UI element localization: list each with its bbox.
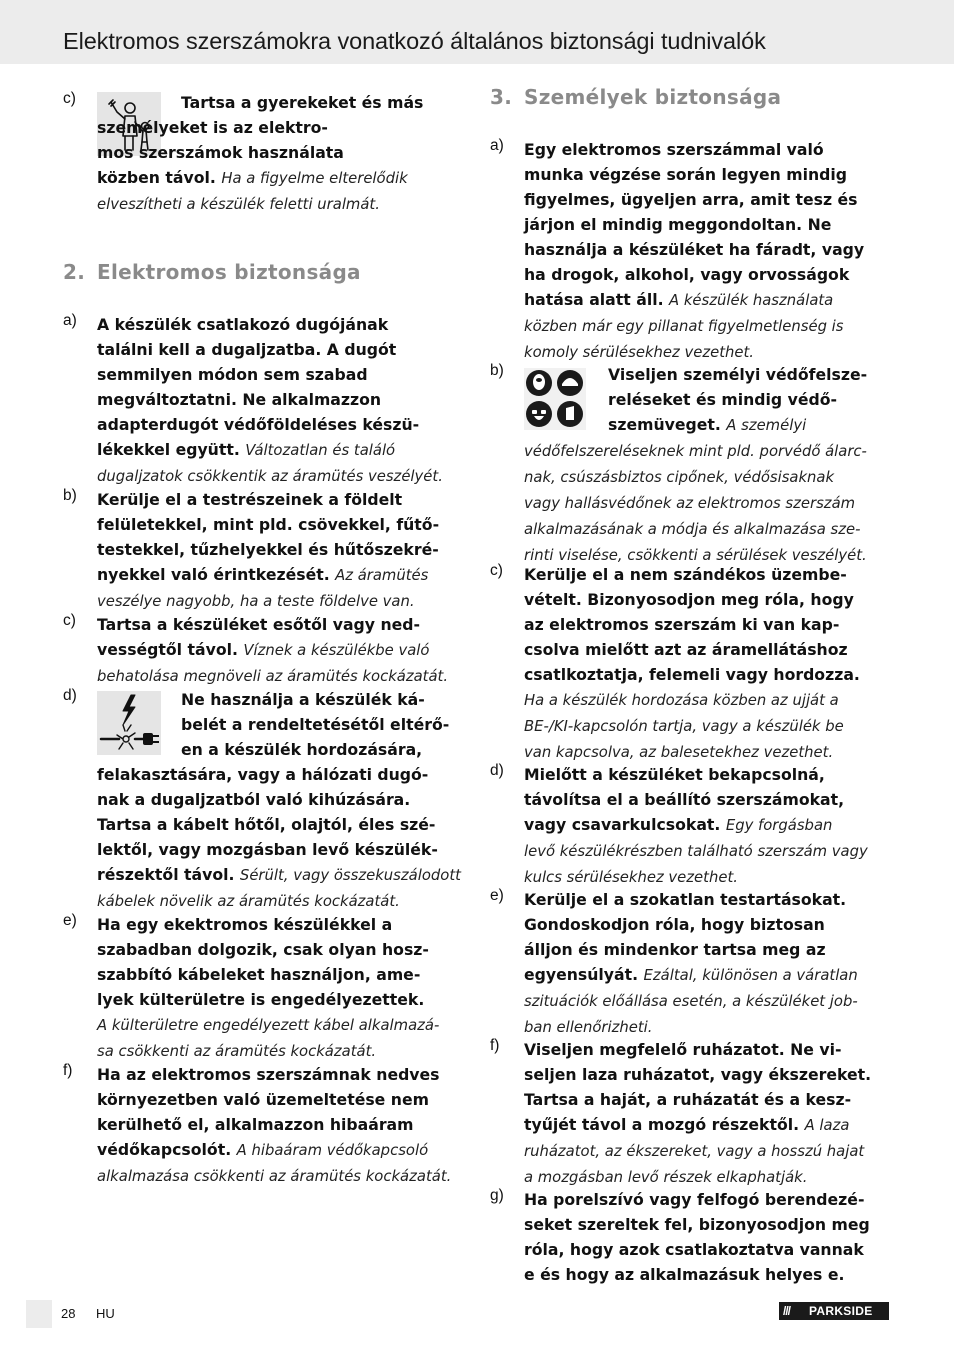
item-text — [97, 312, 443, 489]
italic-text: A laza — [804, 1117, 850, 1134]
text-line — [97, 140, 423, 165]
bold-text: Viseljen személyi védőfelsze- — [608, 365, 868, 384]
text-line — [97, 937, 439, 962]
text-line — [97, 512, 439, 537]
item-label: c) — [63, 612, 76, 629]
italic-text: A hibaáram védőkapcsoló — [236, 1142, 429, 1159]
section-title: Elektromos biztonsága — [97, 260, 361, 284]
bold-text: figyelmes, ügyeljen arra, amit tesz és — [524, 190, 858, 209]
italic-text: Ha a figyelme elterelődik — [221, 170, 408, 187]
text-line — [524, 1262, 870, 1287]
bold-text: egyensúlyát. — [524, 965, 644, 984]
text-line — [97, 90, 423, 115]
text-line — [524, 1087, 871, 1112]
italic-text: alkalmazása csökkenti az áramütés kockázatát. — [97, 1168, 452, 1185]
italic-text: BE-/KI-kapcsolón tartja, vagy a készülék be — [524, 718, 844, 735]
bold-text: vességtől távol. — [97, 640, 244, 659]
text-line — [524, 937, 858, 962]
bold-text: vagy csavarkulcsokat. — [524, 815, 726, 834]
bold-text: közben távol. — [97, 168, 222, 187]
item-text — [524, 362, 867, 568]
text-line — [524, 562, 860, 587]
italic-text: alkalmazásának a módja és alkalmazása sze- — [524, 521, 861, 538]
text-line — [97, 1163, 451, 1189]
text-line — [524, 762, 868, 787]
text-line — [97, 787, 461, 812]
italic-text: Sérült, vagy összekuszálodott — [239, 867, 461, 884]
bold-text: Kerülje el a nem szándékos üzembe- — [524, 565, 847, 584]
page-title: Elektromos szerszámokra vonatkozó általános biztonsági tudnivalók — [63, 28, 766, 54]
text-line — [524, 438, 867, 464]
brand-logo — [779, 1302, 889, 1320]
bold-text: részektől távol. — [97, 865, 240, 884]
text-line — [524, 1138, 871, 1164]
italic-text: van kapcsolva, az balesetekhez vezethet. — [524, 744, 834, 761]
bold-text: szabadban dolgozik, csak olyan hosz- — [97, 940, 429, 959]
item-text — [97, 1062, 451, 1189]
item-label: f) — [490, 1037, 500, 1054]
bold-text: védőkapcsolót. — [97, 1140, 237, 1159]
text-line — [97, 1012, 439, 1038]
bold-text: Tartsa a haját, a ruházatát és a kesz- — [524, 1090, 852, 1109]
bold-text: belét a rendeltetésétől eltérő- — [181, 715, 450, 734]
italic-text: kábelek növelik az áramütés kockázatát. — [97, 893, 400, 910]
italic-text: ban ellenőrizheti. — [524, 1019, 653, 1036]
bold-text: találni kell a dugaljzatba. A dugót — [97, 340, 397, 359]
item-label: e) — [63, 912, 77, 929]
text-line — [524, 812, 868, 838]
text-line — [97, 712, 461, 737]
text-line — [524, 237, 864, 262]
text-line — [524, 962, 858, 988]
text-line — [97, 115, 423, 140]
bold-text: A készülék csatlakozó dugójának — [97, 315, 389, 334]
text-line — [97, 337, 443, 362]
text-line — [524, 1187, 870, 1212]
text-line — [97, 412, 443, 437]
item-text — [97, 612, 448, 689]
text-line — [524, 464, 867, 490]
item-text — [524, 137, 864, 365]
text-line — [97, 888, 461, 914]
text-line — [524, 612, 860, 637]
text-line — [524, 1237, 870, 1262]
text-line — [524, 1212, 870, 1237]
text-line — [524, 187, 864, 212]
bold-text: lyek külterületre is engedélyezettek. — [97, 990, 425, 1009]
text-line — [97, 1112, 451, 1137]
bold-text: csolva mielőtt azt az áramellátáshoz — [524, 640, 848, 659]
bold-text: róla, hogy azok csatlakoztatva vannak — [524, 1240, 864, 1259]
text-line — [524, 287, 864, 313]
bold-text: szabbító kábeleket használjon, ame- — [97, 965, 421, 984]
text-line — [524, 662, 860, 687]
bold-text: Kerülje el a szokatlan testartásokat. — [524, 890, 847, 909]
italic-text: behatolása megnöveli az áramütés kockázatát. — [97, 668, 449, 685]
page-number: 28 — [61, 1306, 76, 1321]
bold-text: ha drogok, alkohol, vagy orvosságok — [524, 265, 850, 284]
italic-text: kulcs sérülésekhez vezethet. — [524, 869, 738, 886]
text-line — [524, 162, 864, 187]
item-text — [524, 887, 858, 1040]
item-label: e) — [490, 887, 504, 904]
italic-text: komoly sérülésekhez vezethet. — [524, 344, 755, 361]
text-line — [97, 987, 439, 1012]
text-line — [97, 612, 448, 637]
bold-text: szemüveget. — [608, 415, 727, 434]
text-line — [97, 912, 439, 937]
text-line — [97, 837, 461, 862]
page-header — [0, 0, 954, 64]
text-line — [524, 1112, 871, 1138]
text-line — [97, 1038, 439, 1064]
bold-text: mos szerszámok használata — [97, 143, 344, 162]
bold-text: környezetben való üzemeltetése nem — [97, 1090, 429, 1109]
bold-text: járjon el mindig meggondoltan. Ne — [524, 215, 832, 234]
italic-text: vagy hallásvédőnek az elektromos szerszám — [524, 495, 856, 512]
text-line — [524, 637, 860, 662]
text-line — [97, 191, 423, 217]
text-line — [97, 762, 461, 787]
text-line — [524, 412, 867, 438]
italic-text: Egy forgásban — [725, 817, 833, 834]
text-line — [97, 687, 461, 712]
bold-text: Tartsa a gyerekeket és más — [181, 93, 424, 112]
bold-text: Ha az elektromos szerszámnak nedves — [97, 1065, 440, 1084]
italic-text: dugaljzatok csökkentik az áramütés veszélyét. — [97, 468, 443, 485]
footer-marker — [26, 1300, 52, 1328]
bold-text: nak a dugaljzatból való kihúzására. — [97, 790, 411, 809]
text-line — [524, 1037, 871, 1062]
text-line — [97, 637, 448, 663]
italic-text: A külterületre engedélyezett kábel alkalmazá- — [97, 1017, 440, 1034]
bold-text: Gondoskodjon róla, hogy biztosan — [524, 915, 825, 934]
bold-text: seket szereltek fel, bizonyosodjon meg — [524, 1215, 870, 1234]
bold-text: seljen laza ruházatot, vagy ékszereket. — [524, 1065, 872, 1084]
text-line — [97, 362, 443, 387]
italic-text: rinti viselése, csökkenti a sérülések veszélyét. — [524, 547, 867, 564]
bold-text: Tartsa a készüléket esőtől vagy ned- — [97, 615, 420, 634]
bold-text: munka végzése során legyen mindig — [524, 165, 848, 184]
text-line — [524, 137, 864, 162]
item-text — [524, 1037, 871, 1190]
italic-text: nak, csúszásbiztos cipőnek, védősisaknak — [524, 469, 835, 486]
bold-text: használja a készüléket ha fáradt, vagy — [524, 240, 865, 259]
logo-text: PARKSIDE — [809, 1304, 873, 1318]
text-line — [97, 165, 423, 191]
bold-text: Tartsa a kábelt hőtől, olajtól, éles szé- — [97, 815, 436, 834]
bold-text: lektől, vagy mozgásban levő készülék- — [97, 840, 438, 859]
section-heading — [63, 260, 361, 284]
item-label: b) — [63, 487, 77, 504]
text-line — [524, 687, 860, 713]
bold-text: semmilyen módon sem szabad — [97, 365, 368, 384]
italic-text: Ha a készülék hordozása közben az ujját a — [524, 692, 839, 709]
item-label: c) — [490, 562, 503, 579]
text-line — [97, 1062, 451, 1087]
italic-text: elveszítheti a készülék feletti uralmát. — [97, 196, 380, 213]
text-line — [97, 537, 439, 562]
bold-text: Mielőtt a készüléket bekapcsolná, — [524, 765, 825, 784]
italic-text: védőfelszereléseknek mint pld. porvédő álarc- — [524, 443, 867, 460]
item-text — [97, 90, 423, 217]
text-line — [524, 490, 867, 516]
item-text — [524, 562, 860, 765]
bold-text: kerülhető el, alkalmazzon hibaáram — [97, 1115, 414, 1134]
bold-text: hatása alatt áll. — [524, 290, 669, 309]
bold-text: csatlkoztatja, felemeli vagy hordozza. — [524, 665, 860, 684]
text-line — [97, 437, 443, 463]
text-line — [97, 1137, 451, 1163]
bold-text: Ne használja a készülék ká- — [181, 690, 425, 709]
text-line — [97, 663, 448, 689]
text-line — [97, 387, 443, 412]
text-line — [97, 562, 439, 588]
item-text — [97, 487, 439, 614]
text-line — [97, 463, 443, 489]
italic-text: levő készülékrészben található szerszám vagy — [524, 843, 868, 860]
text-line — [524, 516, 867, 542]
italic-text: A személyi — [726, 417, 807, 434]
text-line — [524, 787, 868, 812]
item-label: d) — [63, 687, 77, 704]
item-label: f) — [63, 1062, 73, 1079]
item-label: c) — [63, 90, 76, 107]
item-label: a) — [490, 137, 504, 154]
text-line — [524, 887, 858, 912]
text-line — [524, 262, 864, 287]
text-line — [97, 812, 461, 837]
italic-text: veszélye nagyobb, ha a teste földelve van. — [97, 593, 415, 610]
bold-text: álljon és mindenkor tartsa meg az — [524, 940, 826, 959]
bold-text: en a készülék hordozására, — [181, 740, 423, 759]
italic-text: sa csökkenti az áramütés kockázatát. — [97, 1043, 377, 1060]
bold-text: lékekkel együtt. — [97, 440, 246, 459]
italic-text: Változatlan és találó — [245, 442, 396, 459]
bold-text: e és hogy az alkalmazásuk helyes e. — [524, 1265, 845, 1284]
item-text — [524, 762, 868, 890]
bold-text: reléseket és mindig védő- — [608, 390, 837, 409]
text-line — [524, 713, 860, 739]
text-line — [524, 313, 864, 339]
bold-text: tyűjét távol a mozgó részektől. — [524, 1115, 805, 1134]
italic-text: ruházatot, az ékszereket, vagy a hosszú hajat — [524, 1143, 865, 1160]
item-label: d) — [490, 762, 504, 779]
bold-text: felületekkel, mint pld. csövekkel, fűtő- — [97, 515, 440, 534]
logo-slashes: /// — [783, 1304, 791, 1318]
section-title: Személyek biztonsága — [524, 85, 782, 109]
item-label: a) — [63, 312, 77, 329]
text-line — [97, 312, 443, 337]
section-number: 2. — [63, 260, 86, 284]
italic-text: közben már egy pillanat figyelmetlenség is — [524, 318, 844, 335]
italic-text: szituációk előállása esetén, a készüléket job- — [524, 993, 858, 1010]
text-line — [97, 862, 461, 888]
text-line — [524, 1062, 871, 1087]
italic-text: Ezáltal, különösen a váratlan — [643, 967, 858, 984]
text-line — [524, 387, 867, 412]
item-text — [524, 1187, 870, 1287]
text-line — [524, 988, 858, 1014]
text-line — [97, 588, 439, 614]
text-line — [524, 838, 868, 864]
bold-text: Egy elektromos szerszámmal való — [524, 140, 824, 159]
bold-text: Viseljen megfelelő ruházatot. Ne vi- — [524, 1040, 842, 1059]
text-line — [97, 962, 439, 987]
bold-text: nyekkel való érintkezését. — [97, 565, 336, 584]
item-text — [97, 687, 461, 914]
bold-text: adapterdugót védőföldeléses készü- — [97, 415, 420, 434]
italic-text: Az áramütés — [335, 567, 429, 584]
text-line — [97, 737, 461, 762]
bold-text: felakasztására, vagy a hálózati dugó- — [97, 765, 429, 784]
bold-text: személyeket is az elektro- — [97, 118, 328, 137]
bold-text: Kerülje el a testrészeinek a földelt — [97, 490, 403, 509]
item-label: g) — [490, 1187, 504, 1204]
bold-text: megváltoztatni. Ne alkalmazzon — [97, 390, 382, 409]
italic-text: Víznek a készülékbe való — [243, 642, 430, 659]
section-heading — [490, 85, 781, 109]
text-line — [524, 362, 867, 387]
bold-text: az elektromos szerszám ki van kap- — [524, 615, 840, 634]
language-code: HU — [96, 1306, 115, 1321]
item-label: b) — [490, 362, 504, 379]
text-line — [524, 587, 860, 612]
bold-text: Ha porelszívó vagy felfogó berendezé- — [524, 1190, 865, 1209]
text-line — [524, 912, 858, 937]
bold-text: Ha egy ekektromos készülékkel a — [97, 915, 393, 934]
item-text — [97, 912, 439, 1064]
bold-text: testekkel, tűzhelyekkel és hűtőszekré- — [97, 540, 439, 559]
bold-text: távolítsa el a beállító szerszámokat, — [524, 790, 845, 809]
italic-text: A készülék használata — [669, 292, 834, 309]
bold-text: vételt. Bizonyosodjon meg róla, hogy — [524, 590, 854, 609]
section-number: 3. — [490, 85, 513, 109]
text-line — [524, 212, 864, 237]
italic-text: a mozgásban levő részek elkaphatják. — [524, 1169, 808, 1186]
text-line — [97, 487, 439, 512]
text-line — [97, 1087, 451, 1112]
